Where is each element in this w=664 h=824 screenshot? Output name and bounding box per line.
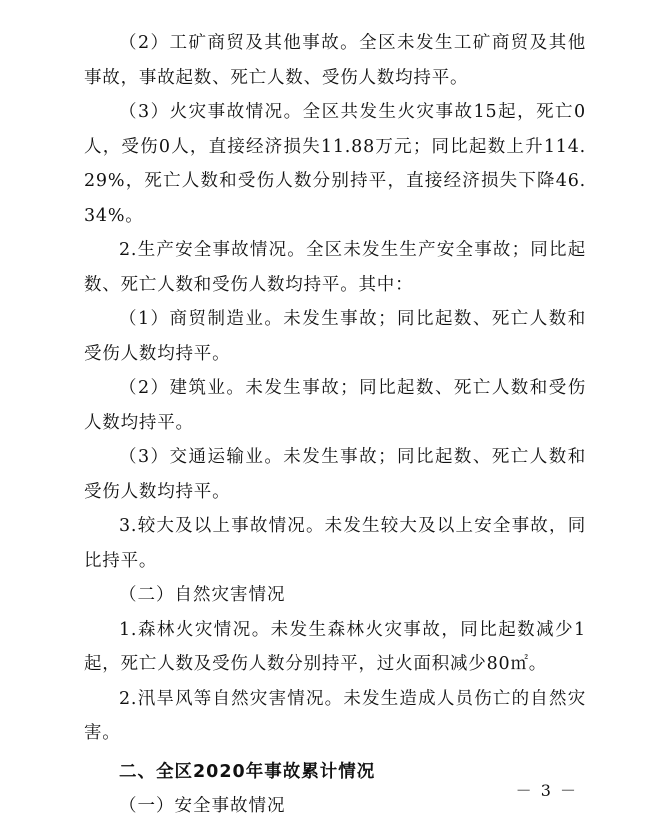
paragraph-transportation: （3）交通运输业。未发生事故；同比起数、死亡人数和受伤人数均持平。 [84, 447, 586, 502]
paragraph-fire-accidents: （3）火灾事故情况。全区共发生火灾事故15起，死亡0人，受伤0人，直接经济损失11.88万元；同比起数上升114.29%，死亡人数和受伤人数分别持平，直接经济损失下降46.34%。 [84, 102, 586, 226]
paragraph-production-safety: 2.生产安全事故情况。全区未发生生产安全事故；同比起数、死亡人数和受伤人数均持平。其中： [84, 240, 586, 295]
page-number: － 3 － [515, 781, 578, 800]
section-natural-disasters: （二）自然灾害情况 [119, 585, 286, 605]
paragraph-commerce-manufacturing: （1）商贸制造业。未发生事故；同比起数、死亡人数和受伤人数均持平。 [84, 309, 586, 364]
paragraph-major-accidents: 3.较大及以上事故情况。未发生较大及以上安全事故，同比持平。 [84, 516, 586, 571]
section-heading-2020-cumulative: 二、全区2020年事故累计情况 [119, 761, 376, 782]
paragraph-flood-drought-wind: 2.汛旱风等自然灾害情况。未发生造成人员伤亡的自然灾害。 [84, 688, 586, 743]
section-safety-accidents: （一）安全事故情况 [119, 796, 286, 816]
paragraph-forest-fire: 1.森林火灾情况。未发生森林火灾事故，同比起数减少1起，死亡人数及受伤人数分别持平，过火面积减少80㎡。 [84, 619, 586, 674]
paragraph-industrial-accidents: （2）工矿商贸及其他事故。全区未发生工矿商贸及其他事故，事故起数、死亡人数、受伤人数均持平。 [84, 33, 586, 88]
paragraph-construction: （2）建筑业。未发生事故；同比起数、死亡人数和受伤人数均持平。 [84, 378, 586, 433]
document-body [84, 26, 586, 824]
